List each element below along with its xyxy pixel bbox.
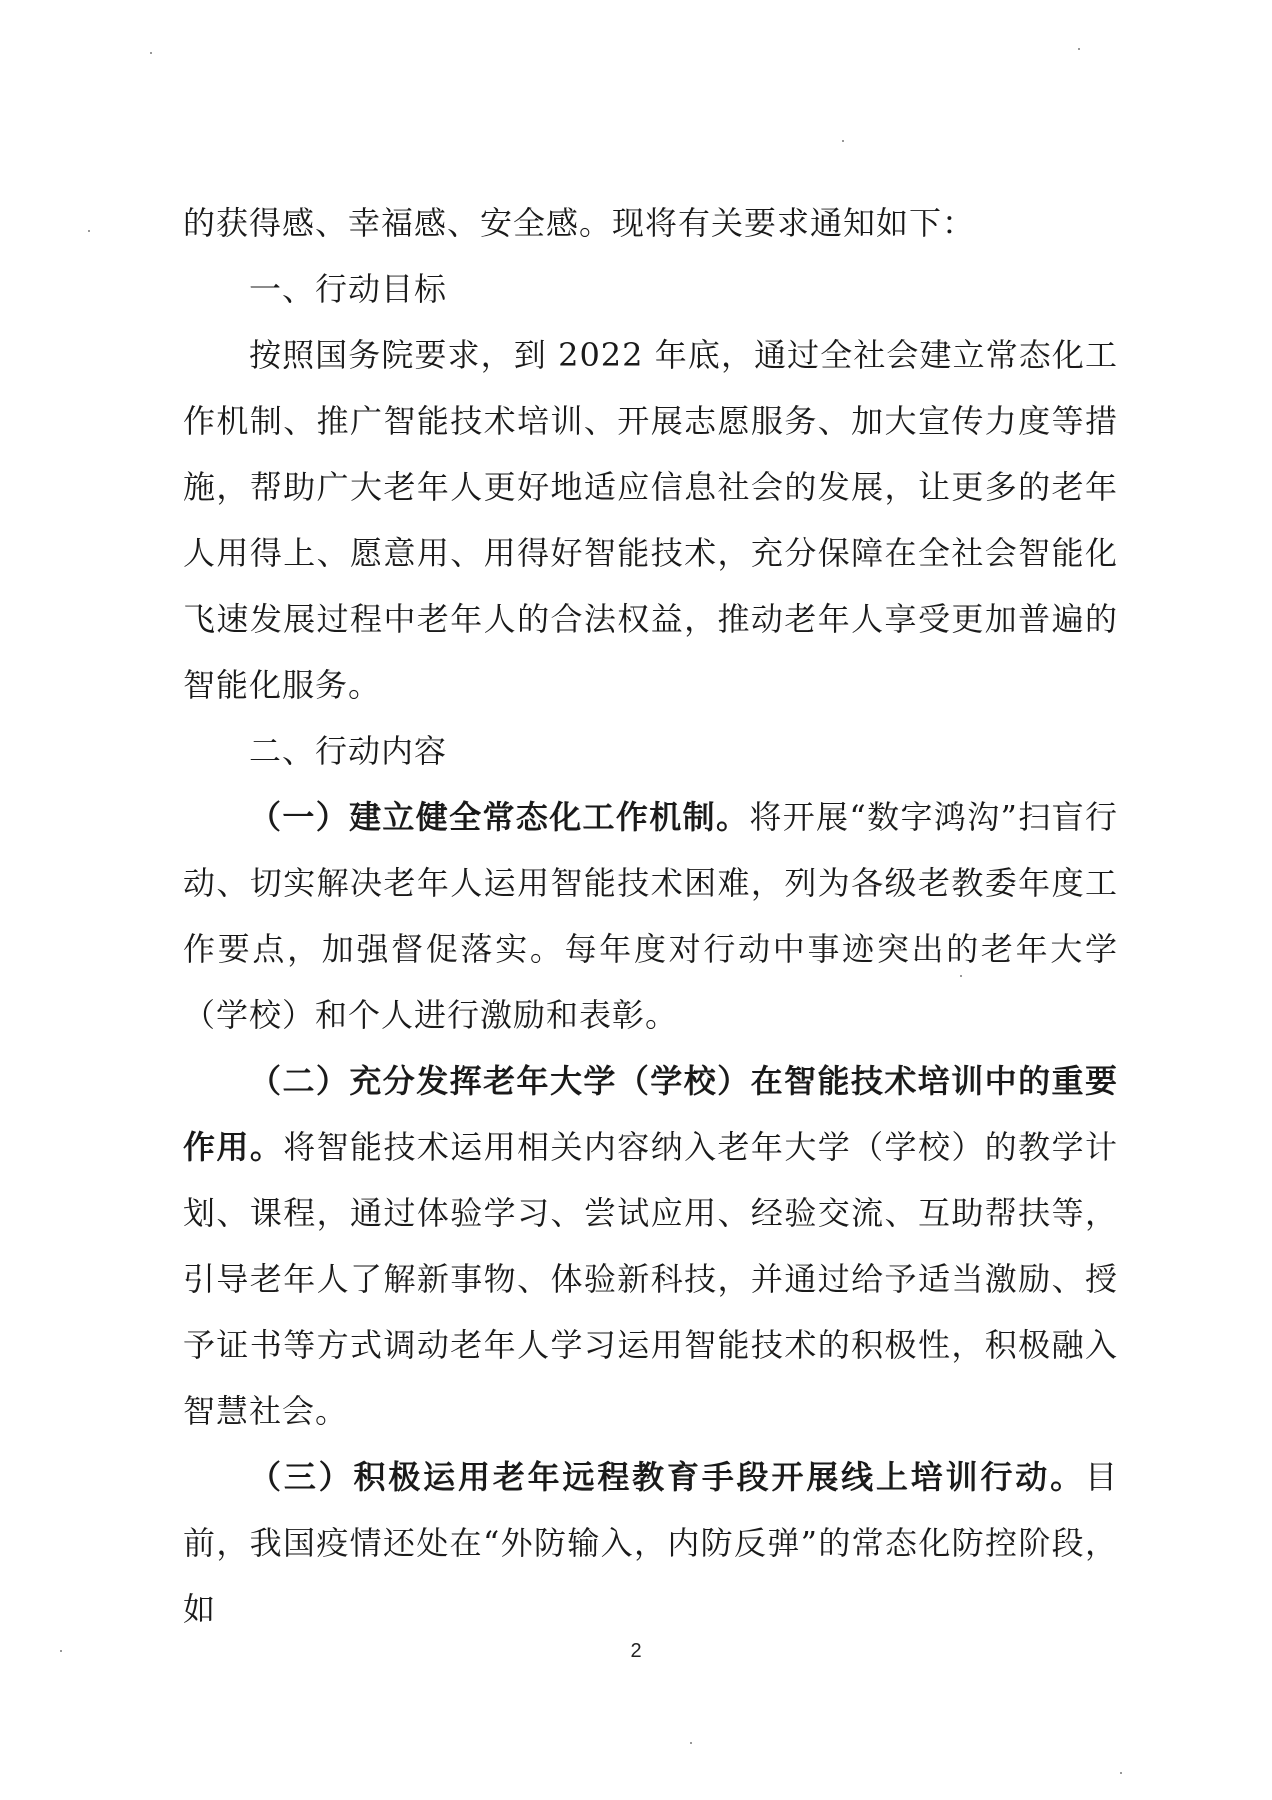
paragraph-goals: 按照国务院要求，到 2022 年底，通过全社会建立常态化工作机制、推广智能技术培训、开展志愿服务、加大宣传力度等措施，帮助广大老年人更好地适应信息社会的发展，让更多的老年人用得上、愿意用、用得好智能技术，充分保障在全社会智能化飞速发展过程中老年人的合法权益，推动老年人享受更加普遍的智能化服务。 <box>183 336 1118 704</box>
paragraph-item-1 <box>183 784 1118 1048</box>
item-2-body: 将智能技术运用相关内容纳入老年大学（学校）的教学计划、课程，通过体验学习、尝试应用、经验交流、互助帮扶等，引导老年人了解新事物、体验新科技，并通过给予适当激励、授予证书等方式调动老年人学习运用智能技术的积极性，积极融入智慧社会。 <box>183 1128 1118 1430</box>
scan-speck <box>1120 1772 1122 1774</box>
paragraph-item-3 <box>183 1444 1118 1642</box>
paragraph-continuation: 的获得感、幸福感、安全感。现将有关要求通知如下： <box>183 204 976 242</box>
body-text <box>183 190 1118 1642</box>
item-3-body: 目前，我国疫情还处在“外防输入，内防反弹”的常态化防控阶段，如 <box>183 1458 1118 1628</box>
section-heading-content: 二、行动内容 <box>249 732 448 770</box>
scan-speck <box>1078 48 1080 50</box>
scan-speck <box>690 1742 692 1744</box>
paragraph-item-2 <box>183 1048 1118 1444</box>
scan-speck <box>150 52 152 54</box>
scan-speck <box>60 1650 62 1652</box>
page-number: 2 <box>630 1640 642 1662</box>
scan-speck <box>960 975 962 977</box>
section-heading-goals: 一、行动目标 <box>249 270 448 308</box>
item-1-body: 将开展“数字鸿沟”扫盲行动、切实解决老年人运用智能技术困难，列为各级老教委年度工作要点，加强督促落实。每年度对行动中事迹突出的老年大学（学校）和个人进行激励和表彰。 <box>183 798 1118 1034</box>
scan-speck <box>842 140 844 142</box>
item-2-title: （二）充分发挥老年大学（学校）在智能技术培训中的重要作用。 <box>183 1062 1118 1166</box>
item-1-title: （一）建立健全常态化工作机制。 <box>249 798 750 836</box>
item-3-title: （三）积极运用老年远程教育手段开展线上培训行动。 <box>249 1458 1085 1496</box>
scan-speck <box>88 230 90 232</box>
